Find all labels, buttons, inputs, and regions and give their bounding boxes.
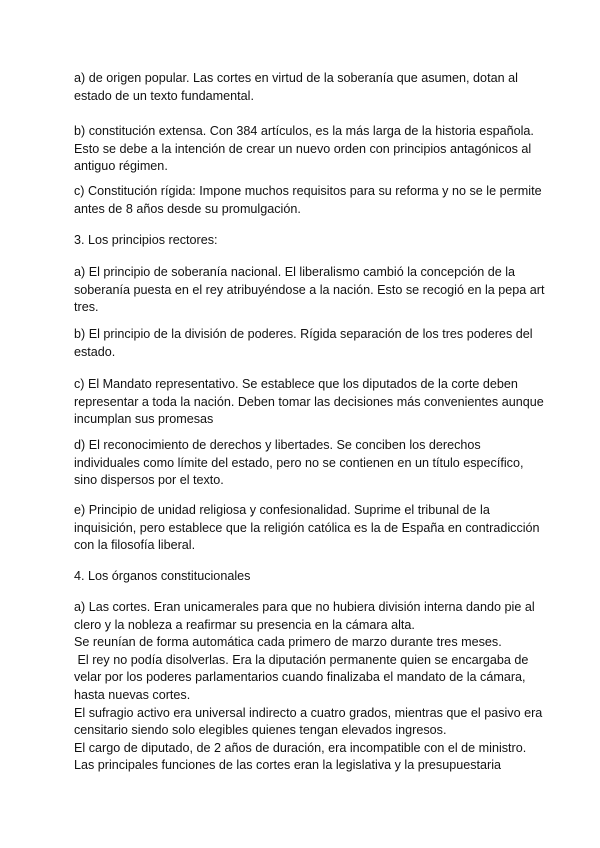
text-line: a) Las cortes. Eran unicamerales para que no hubiera división interna dando pie al bbox=[74, 600, 535, 614]
text-line: sino dispersos por el texto. bbox=[74, 473, 224, 488]
section-heading-organos bbox=[74, 568, 544, 586]
paragraph-origen-popular bbox=[74, 70, 544, 105]
text-line: antiguo régimen. bbox=[74, 159, 168, 174]
text-line: inquisición, pero establece que la religión católica es la de España en contradicción bbox=[74, 520, 540, 535]
text-line: Se reunían de forma automática cada primero de marzo durante tres meses. bbox=[74, 635, 502, 650]
text-line: velar por los poderes parlamentarios cuando finalizaba el mandato de la cámara, bbox=[74, 670, 526, 685]
text-line: clero y la nobleza a reafirmar su presencia en la cámara alta. bbox=[74, 617, 415, 632]
text-line: incumplan sus promesas bbox=[74, 412, 214, 427]
paragraph-soberania-nacional bbox=[74, 264, 544, 317]
text-line: representar a toda la nación. Deben tomar las decisiones más convenientes aunque bbox=[74, 394, 544, 409]
text-line: individuales como límite del estado, pero no se contienen en un título específico, bbox=[74, 455, 524, 470]
text-line: b) constitución extensa. Con 384 artículos, es la más larga de la historia española. bbox=[74, 124, 534, 138]
text-line: estado. bbox=[74, 344, 116, 359]
text-line: con la filosofía liberal. bbox=[74, 538, 196, 553]
paragraph-constitucion-rigida bbox=[74, 183, 544, 218]
text-line: Las principales funciones de las cortes eran la legislativa y la presupuestaria bbox=[74, 758, 502, 773]
text-line: soberanía puesta en el rey atribuyéndose a la nación. Esto se recogió en la pepa art bbox=[74, 282, 545, 297]
text-line: Esto se debe a la intención de crear un nuevo orden con principios antagónicos al bbox=[74, 141, 532, 156]
text-line: c) El Mandato representativo. Se establece que los diputados de la corte deben bbox=[74, 377, 518, 391]
text-line: El cargo de diputado, de 2 años de duración, era incompatible con el de ministro. bbox=[74, 740, 527, 755]
text-line: e) Principio de unidad religiosa y confesionalidad. Suprime el tribunal de la bbox=[74, 503, 490, 517]
text-line: b) El principio de la división de poderes. Rígida separación de los tres poderes del bbox=[74, 327, 533, 341]
paragraph-unidad-religiosa bbox=[74, 502, 544, 555]
text-line: a) El principio de soberanía nacional. El liberalismo cambió la concepción de la bbox=[74, 265, 516, 279]
text-line: estado de un texto fundamental. bbox=[74, 88, 254, 103]
paragraph-las-cortes bbox=[74, 599, 544, 775]
text-line: c) Constitución rígida: Impone muchos requisitos para su reforma y no se le permite bbox=[74, 184, 542, 198]
paragraph-constitucion-extensa bbox=[74, 123, 544, 176]
text-line: tres. bbox=[74, 300, 99, 315]
section-heading-principios bbox=[74, 232, 544, 250]
text-line: El rey no podía disolverlas. Era la diputación permanente quien se encargaba de bbox=[74, 652, 529, 667]
text-line: a) de origen popular. Las cortes en virtud de la soberanía que asumen, dotan al bbox=[74, 71, 518, 85]
section-heading: 3. Los principios rectores: bbox=[74, 233, 218, 247]
paragraph-division-poderes bbox=[74, 326, 544, 361]
text-line: d) El reconocimiento de derechos y libertades. Se conciben los derechos bbox=[74, 438, 481, 452]
text-line: censitario siendo solo elegibles quienes tengan elevados ingresos. bbox=[74, 723, 447, 738]
text-line: antes de 8 años desde su promulgación. bbox=[74, 201, 301, 216]
section-heading: 4. Los órganos constitucionales bbox=[74, 569, 251, 583]
text-line: El sufragio activo era universal indirecto a cuatro grados, mientras que el pasivo era bbox=[74, 705, 543, 720]
text-line: hasta nuevas cortes. bbox=[74, 687, 191, 702]
paragraph-derechos-libertades bbox=[74, 437, 544, 490]
paragraph-mandato-representativo bbox=[74, 376, 544, 429]
